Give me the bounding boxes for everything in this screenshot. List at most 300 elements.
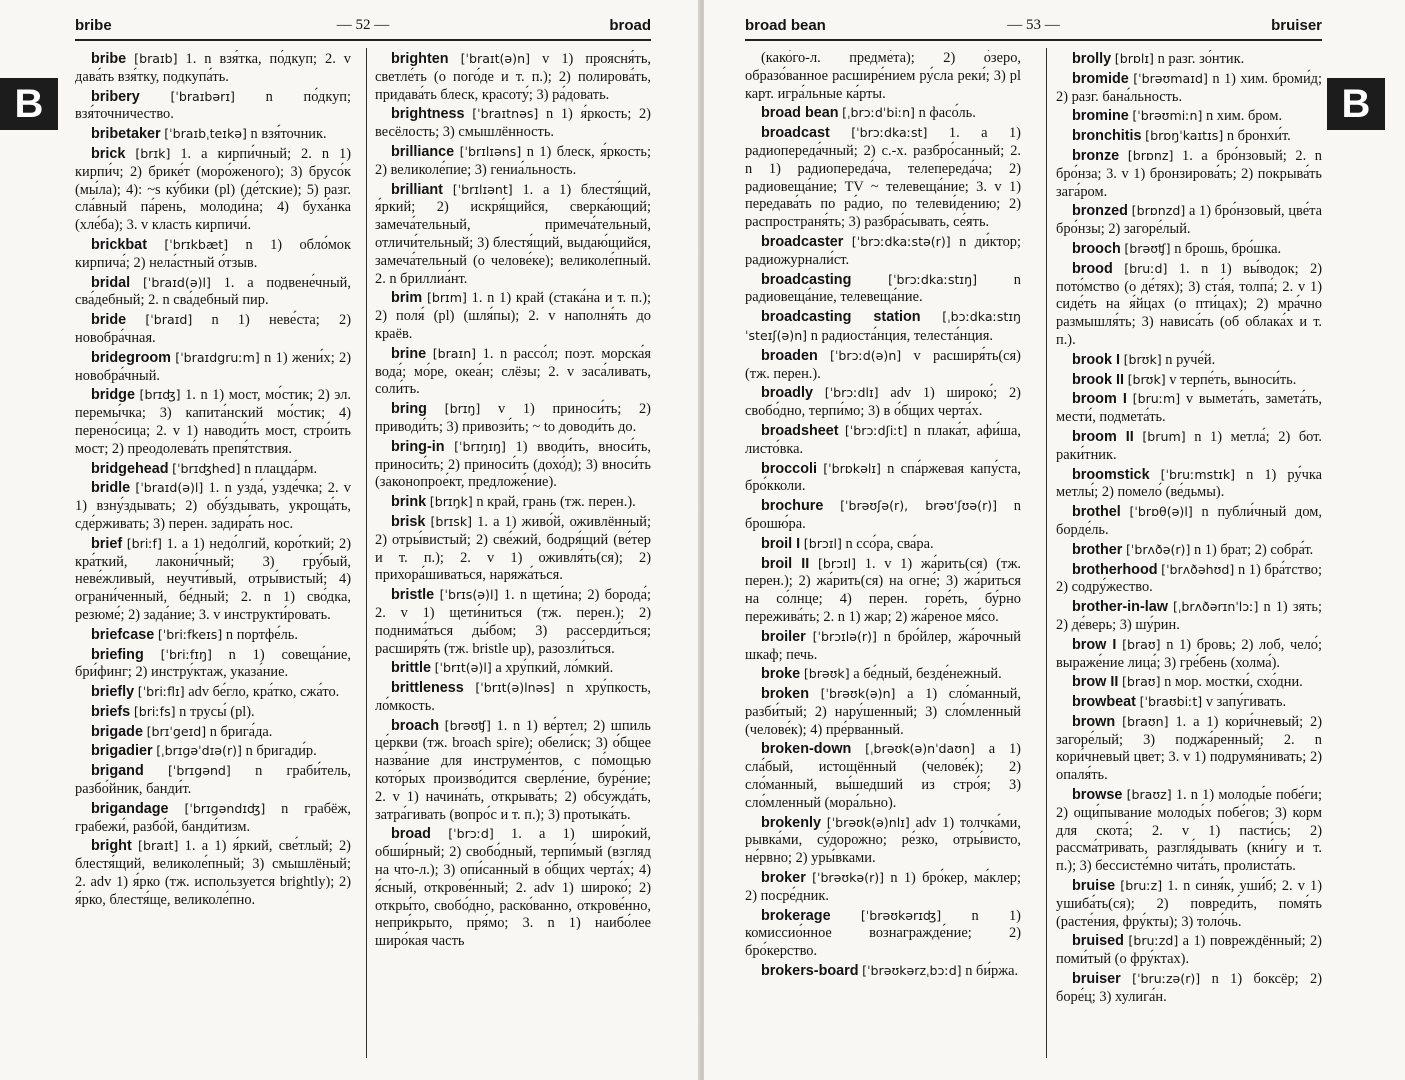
entry-transcription: [ˈbraɪd(ə)l] <box>142 274 211 290</box>
entry-headword: brotherhood <box>1072 561 1158 578</box>
entry-transcription: [ˈbrɔːdkaːst] <box>851 125 928 141</box>
entry-definition: n брошю́ра. <box>745 498 1021 532</box>
entry-transcription: [ˈbrəʊk(ə)nlɪ] <box>826 814 910 830</box>
entry-definition: n мор. мостки́, схо́дни. <box>1164 674 1303 691</box>
entry-headword: broadcaster <box>761 233 844 250</box>
entry-transcription: [brəʊk] <box>803 666 850 682</box>
dictionary-entry <box>1056 786 1322 876</box>
dictionary-entry <box>375 717 651 825</box>
entry-definition: n радиовеща́ние, телевеща́ние. <box>745 271 1021 306</box>
entry-transcription: [ˈbrɔːdkaːstə(r)] <box>851 233 951 249</box>
entry-definition: adv бе́гло, кра́тко, сжа́то. <box>188 684 340 701</box>
dictionary-entry <box>745 308 1021 346</box>
entry-definition: n 1) брат; 2) собра́т. <box>1193 541 1314 558</box>
entry-headword: bridegroom <box>91 349 171 366</box>
entry-headword: broad <box>391 826 431 843</box>
entry-headword: bribe <box>91 51 127 67</box>
dictionary-entry <box>745 104 1021 123</box>
entry-headword: brightness <box>391 106 465 123</box>
entry-transcription: [ˈbrɪʤhed] <box>172 460 241 476</box>
dictionary-entry <box>75 646 351 683</box>
entry-definition: adv 1) широко́; 2) свобо́дно, терпи́мо; 3) в о́бщих черта́х. <box>745 385 1021 420</box>
left-page-column-1 <box>75 50 351 1070</box>
dictionary-entry <box>1056 503 1322 540</box>
dictionary-entry <box>375 825 651 951</box>
dictionary-entry <box>75 386 351 458</box>
entry-transcription: [braɪb] <box>134 51 178 66</box>
entry-definition: 1. v 1) жа́рить(ся) (тж. перен.); 2) жа́рить(ся) на огне́; 3) жа́риться на со́лнце; 4) перен. горе́ть, бу́рно пережива́ть; 2. n 1) жар; 2) жа́реное мя́со. <box>745 555 1021 625</box>
dictionary-entry <box>375 400 651 437</box>
entry-transcription: [brɔɪl] <box>817 555 857 571</box>
dictionary-entry <box>375 345 651 399</box>
entry-transcription: [ˈbrɔːd(ə)n] <box>830 347 902 363</box>
entry-definition: n край, грань (тж. перен.). <box>476 494 636 511</box>
entry-headword: brighten <box>391 51 449 67</box>
entry-headword: brine <box>391 345 427 362</box>
entry-definition: 1. a 1) недо́лгий, коро́ткий; 2) кра́ткий, лакони́чный; 3) гру́бый, неве́жливый, неучти́вый, отры́вистый; 4) ограни́ченный, бе́дный; 2. n 1) сво́дка, резюме́; 2) зада́ние; 3. v инструкти́ровать. <box>75 535 351 623</box>
entry-transcription: [ˌbɔːdkaːstɪŋ ˈsteɪʃ(ə)n] <box>745 309 1021 343</box>
entry-definition: 1) вводи́ть, вноси́ть, приноси́ть; 2) приноси́ть (дохо́д); 3) вноси́ть (законопрое́кт, предложе́ние). <box>375 438 651 491</box>
entry-definition: n плака́т, афи́ша, листо́вка. <box>745 422 1021 457</box>
entry-transcription: [briːf] <box>126 535 162 551</box>
entry-transcription: [ˈbriːfkeɪs] <box>157 626 223 642</box>
dictionary-entry <box>1056 50 1322 69</box>
entry-definition: n 1) метла́; 2) бот. раки́тник. <box>1056 428 1322 463</box>
entry-definition: n брошь, бро́шка. <box>1174 240 1282 257</box>
entry-transcription: [ˌbrɪgəˈdɪə(r)] <box>156 743 242 759</box>
entry-definition: 1. n 1) ве́ртел; 2) шпиль це́ркви (тж. broach spire); обели́ск; 3) о́бщее назва́ние для инструме́нтов, с по́мощью кото́рых произво́дится сверле́ние, буре́ние; 2. v 1) начина́ть, открыва́ть; 2) обсужда́ть, затра́гивать (вопро́с и т. п.); 3) протыка́ть. <box>375 717 651 823</box>
dictionary-entry <box>745 497 1021 534</box>
dictionary-entry <box>1056 107 1322 126</box>
entry-definition: n грабёж, грабежи́, разбо́й, банди́тизм. <box>75 800 351 835</box>
page-number: — 52 — <box>336 17 390 33</box>
entry-transcription: [bruːm] <box>1132 391 1181 407</box>
entry-definition: n 1) ру́чка метлы́; 2) помело́ (ве́дьмы). <box>1056 466 1322 501</box>
entry-transcription: [brɪsk] <box>430 513 473 529</box>
entry-headword: broadsheet <box>761 422 839 439</box>
left-page <box>0 0 700 1080</box>
dictionary-entry <box>1056 932 1322 969</box>
dictionary-entry <box>745 907 1021 961</box>
entry-transcription: [ˈbrəʊkə(r)] <box>812 870 885 886</box>
entry-definition: n 1) совеща́ние, бри́финг; 2) инстру́ктаж, указа́ние. <box>75 646 351 681</box>
dictionary-entry <box>75 626 351 645</box>
entry-headword: bribery <box>91 88 140 105</box>
entry-transcription: [ˈbrəʊmiːn] <box>1132 108 1203 124</box>
entry-transcription: [ˈbrɪt(ə)lnəs] <box>475 680 555 696</box>
entry-definition: n ссо́ра, сва́ра. <box>845 535 934 552</box>
entry-transcription: [brum] <box>1142 428 1186 444</box>
entry-headword: bright <box>91 838 132 855</box>
entry-transcription: [ˈbraɪbərɪ] <box>170 88 235 104</box>
dictionary-entry <box>75 274 351 311</box>
entry-transcription: [brɪˈgeɪd] <box>146 723 207 739</box>
entry-definition: n публи́чный дом, борде́ль. <box>1056 504 1322 538</box>
entry-headword: brilliance <box>391 143 455 160</box>
entry-definition: v вымета́ть, замета́ть, мести́, подмета́ть. <box>1056 391 1322 426</box>
entry-headword: bruise <box>1072 878 1116 895</box>
entry-headword: bronchitis <box>1072 128 1142 145</box>
header-rule <box>745 39 1322 41</box>
entry-transcription: [ˈbraɪt(ə)n] <box>460 51 530 66</box>
entry-definition: n 1) комиссио́нное вознагражде́ние; 2) бро́керство. <box>745 907 1021 960</box>
entry-transcription: [ˈbrɪlɪəns] <box>459 143 522 159</box>
entry-transcription: [ˌbrʌðərɪnˈlɔː] <box>1173 599 1259 615</box>
entry-definition: v расширя́ть(ся) (тж. перен.). <box>745 347 1021 382</box>
dictionary-entry <box>1056 541 1322 560</box>
entry-definition: n бронхи́т. <box>1226 128 1291 145</box>
entry-transcription: [ˈbruːmstɪk] <box>1160 466 1236 482</box>
entry-headword: bromine <box>1072 108 1129 125</box>
entry-transcription: [ˈbrɪgəndɪʤ] <box>184 800 266 816</box>
entry-definition: n би́ржа. <box>965 963 1019 980</box>
dictionary-entry <box>745 347 1021 384</box>
entry-transcription: [brəʊʧ] <box>1124 240 1171 256</box>
entry-definition: n граби́тель, разбо́йник, банди́т. <box>75 763 351 798</box>
entry-headword: brigandage <box>91 800 169 817</box>
entry-headword: brokerage <box>761 907 831 924</box>
dictionary-entry <box>1056 428 1322 465</box>
dictionary-entry <box>375 50 651 104</box>
entry-headword: bridle <box>91 480 131 497</box>
entry-definition: 1. a бро́нзовый; 2. n бро́нза; 3. v 1) бронзирова́ть; 2) покрыва́ть зага́ром. <box>1056 147 1322 200</box>
entry-definition: n 1) жени́х; 2) новобра́чный. <box>75 349 351 384</box>
entry-headword: broad bean <box>761 105 839 122</box>
entry-headword: brokers-board <box>761 963 859 980</box>
dictionary-entry <box>375 679 651 716</box>
entry-definition: n по́дкуп; взя́точничество. <box>75 88 351 123</box>
entry-headword: bridal <box>91 274 131 291</box>
entry-transcription: [brəʊʧ] <box>444 717 491 733</box>
section-letter-tab: B <box>0 78 58 130</box>
entry-headword: bridge <box>91 387 135 404</box>
entry-definition: v 1) проясня́ть, светле́ть (о пого́де и т. п.); 2) полирова́ть, придава́ть блеск, красоту́; 3) ра́довать. <box>375 51 651 103</box>
entry-headword: browbeat <box>1072 694 1136 711</box>
entry-transcription: [ˈbrɒkəlɪ] <box>823 460 881 476</box>
entry-headword: brilliant <box>391 181 443 198</box>
entry-transcription: [braʊz] <box>1126 787 1172 803</box>
entry-headword: brood <box>1072 260 1113 277</box>
dictionary-entry <box>1056 390 1322 427</box>
entry-definition: 1. n 1) молоды́е побе́ги; 2) ощи́пывание молоды́х побе́гов; 3) корм для скота́; 2. v 1) пасти́сь; 2) рассма́тривать, разгля́дывать (кни́гу и т. п.); 3) бессисте́мно чита́ть, пролиста́ть. <box>1056 787 1322 875</box>
dictionary-entry <box>75 88 351 125</box>
dictionary-entry <box>745 535 1021 554</box>
dictionary-entry <box>75 236 351 273</box>
dictionary-entry <box>1056 877 1322 931</box>
entry-transcription: [bruːz] <box>1120 878 1163 894</box>
entry-transcription: [ˈbrəʊk(ə)n] <box>820 686 896 702</box>
entry-definition: n 1) зять; 2) де́верь; 3) шу́рин. <box>1056 599 1322 633</box>
running-head-right: broad <box>609 17 651 34</box>
dictionary-entry <box>745 869 1021 906</box>
dictionary-entry <box>745 814 1021 868</box>
entry-definition: n бригади́р. <box>245 743 317 760</box>
entry-definition: n 1) неве́ста; 2) новобра́чная. <box>75 312 351 346</box>
dictionary-entry <box>1056 636 1322 673</box>
entry-definition: adv 1) толчка́ми, рывка́ми, су́дорожно; ре́зко, отры́висто, не́рвно; 2) уры́вками. <box>745 814 1021 867</box>
entry-headword: brittle <box>391 660 431 677</box>
entry-headword: brow I <box>1072 636 1117 653</box>
entry-transcription: [ˌbrəʊk(ə)nˈdaʊn] <box>865 741 975 757</box>
entry-headword: broomstick <box>1072 466 1150 483</box>
entry-headword: briefs <box>91 703 131 720</box>
dictionary-entry <box>1056 598 1322 635</box>
dictionary-entry <box>75 683 351 702</box>
entry-definition: n разг. зо́нтик. <box>1157 51 1245 67</box>
dictionary-entry <box>745 460 1021 497</box>
dictionary-entry <box>1056 70 1322 107</box>
entry-definition: n плацда́рм. <box>243 460 318 477</box>
entry-definition: n 1) я́ркость; 2) весёлость; 3) смышлённость. <box>375 106 651 141</box>
entry-transcription: [brɪk] <box>135 145 171 161</box>
right-page-header <box>745 17 1322 39</box>
entry-transcription: [ˈbrɒθ(ə)l] <box>1129 504 1193 520</box>
dictionary-entry <box>75 800 351 837</box>
entry-headword: brim <box>391 290 423 307</box>
entry-transcription: [ˈbrɔːdkaːstɪŋ] <box>888 271 977 287</box>
entry-headword: bronze <box>1072 147 1120 164</box>
entry-headword: brink <box>391 494 427 511</box>
entry-transcription: [braɪt] <box>138 838 179 854</box>
entry-definition: 1. a 1) я́ркий, све́тлый; 2) блестя́щий, великоле́пный; 3) смышлёный; 2. adv 1) я́рко (тж. используется brightly); 2) я́рко, блестя́ще, великоле́пно. <box>75 838 351 908</box>
entry-transcription: [ˈbraɪbˌteɪkə] <box>164 126 247 142</box>
entry-transcription: [ˌbrɔːdˈbiːn] <box>842 105 915 121</box>
entry-transcription: [ˈbrɪŋɪŋ] <box>454 438 506 454</box>
entry-definition: n брига́да. <box>209 723 273 740</box>
entry-headword: broom I <box>1072 391 1127 408</box>
entry-headword: bruiser <box>1072 971 1121 988</box>
entry-headword: brigade <box>91 723 143 740</box>
entry-definition: n бро́йлер, жа́рочный шкаф; печь. <box>745 628 1021 663</box>
entry-definition: n 1) обло́мок кирпича́; 2) нела́стный о́тзыв. <box>75 236 351 271</box>
entry-transcription: [ˈbrʌðəhʊd] <box>1161 561 1235 577</box>
column-rule <box>366 48 367 1058</box>
entry-headword: broil I <box>761 535 801 552</box>
entry-headword: brooch <box>1072 240 1121 257</box>
dictionary-entry <box>375 289 651 343</box>
entry-headword: bruised <box>1072 933 1124 950</box>
entry-transcription: [ˈbraɪdgruːm] <box>175 349 260 365</box>
dictionary-entry <box>745 685 1021 739</box>
entry-definition: 1. a кирпи́чный; 2. n 1) кирпи́ч; 2) брике́т (моро́женого); 3) брусо́к (мы́ла); 4): ~s ку́бики (pl) (де́тские); 5) разг. сла́вный па́рень, молоди́на; 4) буха́нка (хле́ба); 3. v класть кирпичи́. <box>75 145 351 234</box>
dictionary-entry <box>1056 260 1322 350</box>
entry-headword: broaden <box>761 347 818 364</box>
dictionary-entry <box>745 740 1021 812</box>
entry-transcription: [ˈbrɔɪlə(r)] <box>812 628 877 644</box>
entry-transcription: [ˈbriːfɪŋ] <box>160 646 212 662</box>
entry-headword: brow II <box>1072 674 1119 691</box>
entry-definition: 1. n 1) край (стака́на и т. п.); 2) поля́ (pl) (шля́пы); 2. v наполня́ть до краёв. <box>375 290 651 342</box>
entry-transcription: [ˈbrɪt(ə)l] <box>434 660 492 676</box>
entry-transcription: [briːfs] <box>133 703 176 719</box>
dictionary-entry <box>75 125 351 144</box>
dictionary-entry <box>1056 202 1322 239</box>
entry-headword: browse <box>1072 787 1123 804</box>
entry-definition: n портфе́ль. <box>225 626 298 643</box>
dictionary-entry <box>1056 351 1322 370</box>
dictionary-entry <box>75 460 351 479</box>
dictionary-entry <box>1056 673 1322 692</box>
entry-headword: brolly <box>1072 51 1112 67</box>
entry-definition: v 1) приноси́ть; 2) приводи́ть; 3) привози́ть; ~ to доводи́ть до. <box>375 401 651 435</box>
entry-transcription: [braʊn] <box>1122 713 1169 729</box>
entry-transcription: [brɪʤ] <box>139 387 181 403</box>
entry-headword: broadcasting <box>761 271 852 288</box>
entry-headword: bristle <box>391 587 435 604</box>
dictionary-entry <box>745 50 1021 103</box>
dictionary-entry <box>75 349 351 386</box>
dictionary-entry <box>375 513 651 585</box>
entry-transcription: [bruːd] <box>1124 260 1168 276</box>
dictionary-entry <box>75 703 351 722</box>
entry-headword: bronzed <box>1072 203 1128 220</box>
entry-transcription: [brɪŋk] <box>429 494 473 510</box>
entry-definition: 1. n узда́, узде́чка; 2. v 1) взну́здывать; 2) обу́здывать, укроща́ть, сде́рживать; 3) перен. задира́ть нос. <box>75 480 351 532</box>
entry-definition: 1. n взя́тка, по́дкуп; 2. v дава́ть взя́тку, подкупа́ть. <box>75 51 351 85</box>
dictionary-entry <box>1056 466 1322 503</box>
entry-transcription: [braʊ] <box>1121 674 1161 690</box>
dictionary-entry <box>375 493 651 512</box>
dictionary-entry <box>375 438 651 492</box>
entry-transcription: [ˈbrɪgənd] <box>167 763 231 779</box>
entry-headword: bridgehead <box>91 460 169 477</box>
entry-headword: broach <box>391 717 439 734</box>
dictionary-entry <box>745 962 1021 981</box>
entry-transcription: [ˈbrɪlɪənt] <box>452 181 513 197</box>
entry-definition: n хим. бром. <box>1205 108 1283 125</box>
entry-headword: brown <box>1072 713 1116 730</box>
entry-transcription: [brɒŋˈkaɪtɪs] <box>1145 128 1224 144</box>
dictionary-entry <box>1056 693 1322 712</box>
entry-definition: a 1) бро́нзовый, цве́та бро́нзы; 2) загоре́лый. <box>1056 203 1322 238</box>
dictionary-entry <box>1056 713 1322 785</box>
entry-headword: brokenly <box>761 814 821 831</box>
entry-headword: bride <box>91 312 127 329</box>
header-rule <box>75 39 651 41</box>
entry-headword: brick <box>91 145 126 162</box>
left-page-header <box>75 17 651 39</box>
entry-transcription: [ˈbrɔːdʃiːt] <box>844 422 908 438</box>
entry-headword: bring-in <box>391 438 445 455</box>
entry-definition: v терпе́ть, выноси́ть. <box>1169 371 1297 388</box>
entry-definition: n ди́ктор; радиожурнали́ст. <box>745 233 1021 268</box>
section-letter-tab: B <box>1327 78 1385 130</box>
entry-transcription: [braʊ] <box>1122 636 1161 652</box>
entry-headword: brisk <box>391 513 426 530</box>
entry-headword: broker <box>761 870 806 887</box>
entry-transcription: [brɪŋ] <box>444 401 481 417</box>
entry-definition: n 1) бровь; 2) лоб, чело́; выраже́ние лица́; 3) гре́бень (холма́). <box>1056 636 1322 671</box>
entry-definition: a 1) сла́бый, истощённый (челове́к); 2) сло́манный, вы́шедший из стро́я; 3) сло́мленный (мора́льно). <box>745 741 1021 811</box>
entry-definition: a бе́дный, безде́нежный. <box>853 666 1002 683</box>
dictionary-entry <box>75 50 351 87</box>
entry-transcription: [ˈbriːflɪ] <box>137 684 185 700</box>
running-head-right: bruiser <box>1271 17 1322 34</box>
entry-headword: brief <box>91 535 123 552</box>
entry-headword: broke <box>761 666 801 683</box>
entry-transcription: [brɒnz] <box>1127 147 1174 163</box>
entry-transcription: [brɒnzd] <box>1131 203 1186 219</box>
entry-headword: broiler <box>761 628 806 645</box>
entry-definition: a 1) сло́манный, разби́тый; 2) нару́шенный; 3) сло́мленный (челове́к); 4) пре́рванный. <box>745 686 1021 738</box>
entry-headword: brother <box>1072 541 1123 558</box>
entry-headword: brigand <box>91 763 144 780</box>
dictionary-entry <box>75 762 351 799</box>
dictionary-entry <box>745 124 1021 232</box>
entry-headword: broadcast <box>761 125 830 142</box>
dictionary-entry <box>75 535 351 625</box>
entry-headword: brook II <box>1072 371 1124 388</box>
entry-transcription: [ˈbrəʊmaɪd] <box>1133 70 1208 86</box>
entry-headword: broadcasting station <box>761 309 921 326</box>
dictionary-entry <box>745 422 1021 459</box>
entry-headword: broken-down <box>761 741 852 758</box>
entry-transcription: [ˈbrɔːdlɪ] <box>824 385 879 401</box>
entry-headword: briefcase <box>91 626 155 643</box>
entry-headword: brickbat <box>91 236 147 253</box>
dictionary-entry <box>375 105 651 142</box>
entry-transcription: [ˈbraʊbiːt] <box>1139 694 1203 710</box>
dictionary-entry <box>1056 127 1322 146</box>
entry-definition: 1. a 1) живо́й, оживлённый; 2) отры́вистый; 2) све́жий, бодря́щий (ве́тер и т. п.); 2. v 1) оживля́ть(ся); 2) прихора́шиваться, наряжа́ться. <box>375 513 651 584</box>
entry-transcription: [brɒlɪ] <box>1114 51 1154 66</box>
entry-definition: n 1) хим. броми́д; 2) разг. бана́льность. <box>1056 70 1322 105</box>
entry-transcription: [ˈbrɪs(ə)l] <box>439 587 499 603</box>
dictionary-entry <box>375 181 651 289</box>
dictionary-entry <box>75 479 351 533</box>
page-number: — 53 — <box>1007 17 1060 33</box>
dictionary-entry <box>1056 147 1322 201</box>
right-page <box>704 0 1405 1080</box>
entry-definition: n хру́пкость, ло́мкость. <box>375 680 651 714</box>
entry-headword: bromide <box>1072 70 1129 87</box>
entry-transcription: [bruːzd] <box>1128 933 1179 949</box>
entry-definition: 1. n рассо́л; поэт. морска́я вода́; мо́ре, океа́н; слёзы; 2. v заса́ливать, соли́ть. <box>375 345 651 398</box>
entry-definition: n 1) боксёр; 2) боре́ц; 3) хулига́н. <box>1056 971 1322 1005</box>
dictionary-entry <box>745 665 1021 684</box>
entry-headword: briefly <box>91 684 135 701</box>
dictionary-entry <box>745 233 1021 270</box>
entry-transcription: [ˈbrʌðə(r)] <box>1125 541 1191 557</box>
entry-transcription: [ˈbruːzə(r)] <box>1132 971 1201 987</box>
dictionary-entry <box>1056 970 1322 1007</box>
dictionary-entry <box>375 659 651 678</box>
left-page-column-2 <box>375 50 651 1070</box>
entry-headword: brook I <box>1072 351 1120 368</box>
dictionary-entry <box>1056 561 1322 598</box>
entry-definition: 1. n щети́на; 2) борода́; 2. v 1) щети́ниться (тж. перен.); 2) поднима́ться ды́бом; 3) рассерди́ться; расширя́ть (тж. bristle up), разозли́ться. <box>375 587 651 657</box>
entry-headword: brother-in-law <box>1072 599 1168 616</box>
entry-definition: n радиоста́нция, телеста́нция. <box>810 327 993 344</box>
running-head-left: bribe <box>75 17 112 34</box>
entry-headword: brittleness <box>391 680 464 697</box>
entry-transcription: [ˈbraɪd] <box>145 312 193 328</box>
entry-headword: broadly <box>761 385 813 402</box>
dictionary-entry <box>745 555 1021 627</box>
entry-transcription: [ˈbrɪkbæt] <box>164 236 229 252</box>
entry-transcription: [ˈbrəʊkərzˌbɔːd] <box>862 963 962 979</box>
entry-transcription: [brʊk] <box>1127 371 1166 387</box>
entry-headword: brigadier <box>91 743 153 760</box>
dictionary-entry <box>745 271 1021 308</box>
entry-transcription: [brɪm] <box>426 290 467 306</box>
entry-definition: (како́го-л. предме́та); 2) о́зеро, образо́ванное расшире́нием ру́сла реки́; 3) pl карт. игра́льные ка́рты. <box>745 50 1021 102</box>
entry-definition: n руче́й. <box>1165 351 1216 368</box>
entry-definition: a 1) повреждённый; 2) поми́тый (о фру́ктах). <box>1056 933 1322 968</box>
entry-headword: brochure <box>761 498 824 515</box>
dictionary-entry <box>75 723 351 742</box>
entry-headword: bribetaker <box>91 126 161 143</box>
